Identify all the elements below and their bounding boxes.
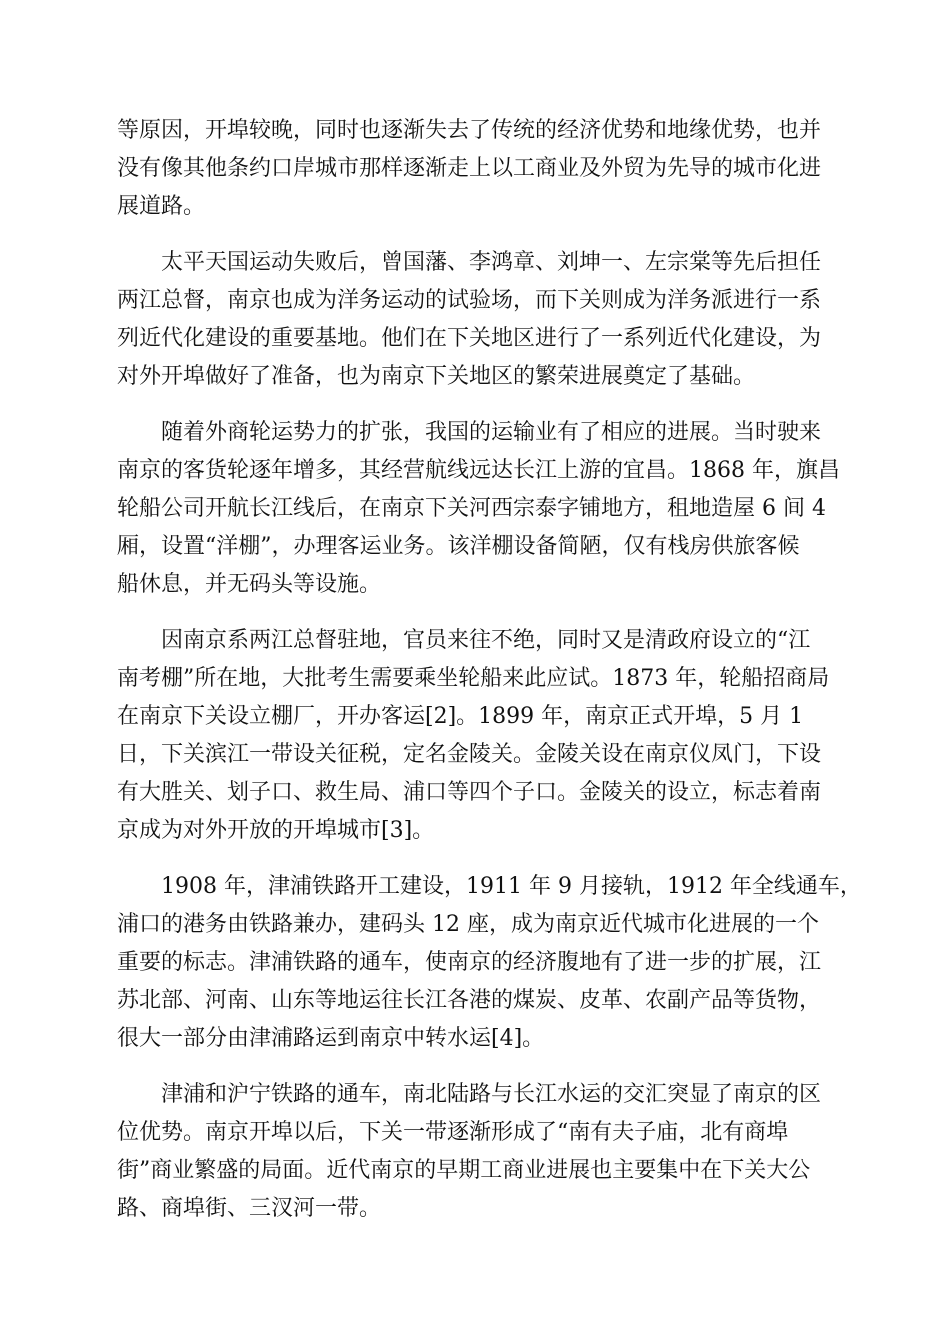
text-line: 轮船公司开航长江线后，在南京下关河西宗泰字铺地方，租地造屋 6 间 4 (117, 496, 826, 521)
text-line: 位优势。南京开埠以后，下关一带逐渐形成了“南有夫子庙，北有商埠 (117, 1120, 789, 1145)
text-line: 南京的客货轮逐年增多，其经营航线远达长江上游的宜昌。1868 年，旗昌 (117, 458, 840, 483)
text-line: 太平天国运动失败后，曾国藩、李鸿章、刘坤一、左宗棠等先后担任 (161, 250, 822, 275)
text-line: 南考棚”所在地，大批考生需要乘坐轮船来此应试。1873 年，轮船招商局 (117, 666, 830, 691)
text-line: 船休息，并无码头等设施。 (117, 572, 382, 597)
text-line: 苏北部、河南、山东等地运往长江各港的煤炭、皮革、农副产品等货物， (117, 988, 822, 1013)
text-line: 街”商业繁盛的局面。近代南京的早期工商业进展也主要集中在下关大公 (117, 1158, 811, 1183)
text-line: 路、商埠街、三汊河一带。 (117, 1196, 382, 1221)
text-line: 日，下关滨江一带设关征税，定名金陵关。金陵关设在南京仪凤门，下设 (117, 742, 822, 767)
text-line: 很大一部分由津浦路运到南京中转水运[4]。 (117, 1026, 545, 1051)
text-line: 1908 年，津浦铁路开工建设，1911 年 9 月接轨，1912 年全线通车， (161, 874, 862, 899)
text-line: 在南京下关设立棚厂，开办客运[2]。1899 年，南京正式开埠，5 月 1 (117, 704, 804, 729)
text-line: 列近代化建设的重要基地。他们在下关地区进行了一系列近代化建设，为 (117, 326, 822, 351)
text-line: 没有像其他条约口岸城市那样逐渐走上以工商业及外贸为先导的城市化进 (117, 156, 822, 181)
text-line: 重要的标志。津浦铁路的通车，使南京的经济腹地有了进一步的扩展，江 (117, 950, 822, 975)
text-line: 随着外商轮运势力的扩张，我国的运输业有了相应的进展。当时驶来 (161, 420, 822, 445)
text-line: 对外开埠做好了准备，也为南京下关地区的繁荣进展奠定了基础。 (117, 364, 756, 389)
text-line: 厢，设置“洋棚”，办理客运业务。该洋棚设备简陋，仅有栈房供旅客候 (117, 534, 800, 559)
text-line: 展道路。 (117, 194, 206, 219)
text-line: 因南京系两江总督驻地，官员来往不绝，同时又是清政府设立的“江 (161, 628, 811, 653)
text-line: 浦口的港务由铁路兼办，建码头 12 座，成为南京近代城市化进展的一个 (117, 912, 819, 937)
text-line: 津浦和沪宁铁路的通车，南北陆路与长江水运的交汇突显了南京的区 (161, 1082, 822, 1107)
text-line: 两江总督，南京也成为洋务运动的试验场，而下关则成为洋务派进行一系 (117, 288, 822, 313)
text-line: 有大胜关、划子口、救生局、浦口等四个子口。金陵关的设立，标志着南 (117, 780, 822, 805)
text-line: 等原因，开埠较晚，同时也逐渐失去了传统的经济优势和地缘优势，也并 (117, 118, 822, 143)
text-line: 京成为对外开放的开埠城市[3]。 (117, 818, 435, 843)
